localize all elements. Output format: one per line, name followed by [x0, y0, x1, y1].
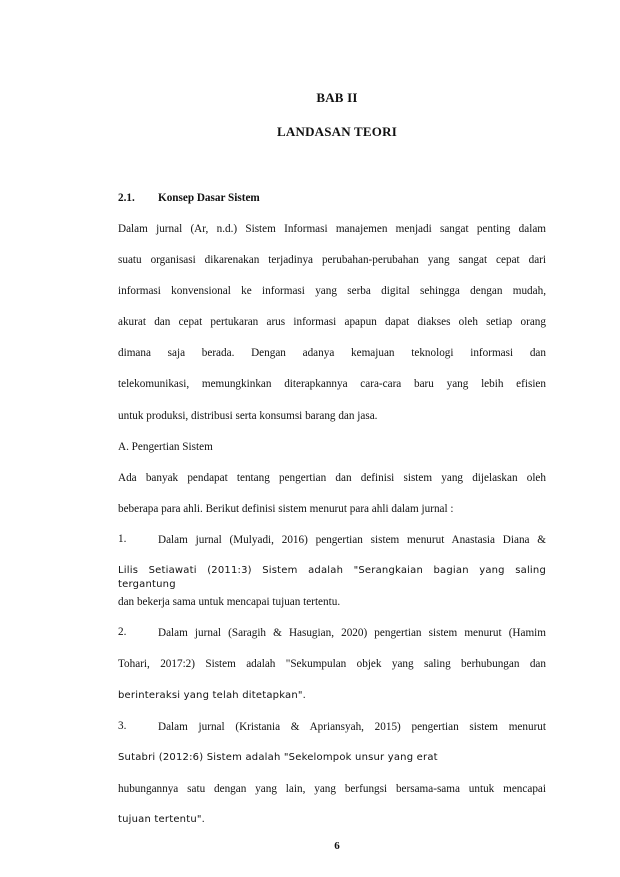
intro-line: dimana saja berada. Dengan adanya kemajuan teknologi informasi dan [118, 347, 546, 359]
list-item-line: Lilis Setiawati (2011:3) Sistem adalah "Serangkaian bagian yang saling tergantung [118, 565, 546, 590]
intro-line: Dalam jurnal (Ar, n.d.) Sistem Informasi manajemen menjadi sangat penting dalam [118, 223, 546, 235]
intro-line: suatu organisasi dikarenakan terjadinya perubahan-perubahan yang sangat cepat dari [118, 254, 546, 266]
section-number: 2.1. [118, 192, 135, 204]
page-number: 6 [334, 840, 340, 852]
list-item-line: tujuan tertentu". [118, 814, 206, 825]
list-item-line: Dalam jurnal (Mulyadi, 2016) pengertian sistem menurut Anastasia Diana & [158, 534, 546, 546]
list-item-line: hubungannya satu dengan yang lain, yang berfungsi bersama-sama untuk mencapai [118, 783, 546, 795]
list-item-number: 3. [118, 720, 127, 732]
list-item-line: Tohari, 2017:2) Sistem adalah "Sekumpulan objek yang saling berhubungan dan [118, 658, 546, 670]
section-title: Konsep Dasar Sistem [158, 192, 260, 204]
list-item-line: dan bekerja sama untuk mencapai tujuan tertentu. [118, 596, 341, 608]
list-item-line: Dalam jurnal (Kristania & Apriansyah, 2015) pengertian sistem menurut [158, 721, 546, 733]
chapter-heading: BAB II [316, 90, 358, 105]
subsection-title: A. Pengertian Sistem [118, 441, 213, 453]
list-item-number: 1. [118, 533, 127, 545]
intro-line: akurat dan cepat pertukaran arus informasi apapun dapat diakses oleh setiap orang [118, 316, 546, 328]
chapter-title: LANDASAN TEORI [277, 124, 397, 139]
list-item-line: Dalam jurnal (Saragih & Hasugian, 2020) pengertian sistem menurut (Hamim [158, 627, 546, 639]
intro-line: telekomunikasi, memungkinkan diterapkannya cara-cara baru yang lebih efisien [118, 378, 546, 390]
intro-line: informasi konvensional ke informasi yang serba digital sehingga dengan mudah, [118, 285, 546, 297]
list-item-number: 2. [118, 626, 127, 638]
list-item-line: Sutabri (2012:6) Sistem adalah "Sekelompok unsur yang erat [118, 752, 438, 763]
paragraph-line: beberapa para ahli. Berikut definisi sistem menurut para ahli dalam jurnal : [118, 503, 454, 515]
paragraph-line: Ada banyak pendapat tentang pengertian dan definisi sistem yang dijelaskan oleh [118, 472, 546, 484]
list-item-line: berinteraksi yang telah ditetapkan". [118, 690, 307, 701]
intro-line: untuk produksi, distribusi serta konsumsi barang dan jasa. [118, 410, 378, 422]
